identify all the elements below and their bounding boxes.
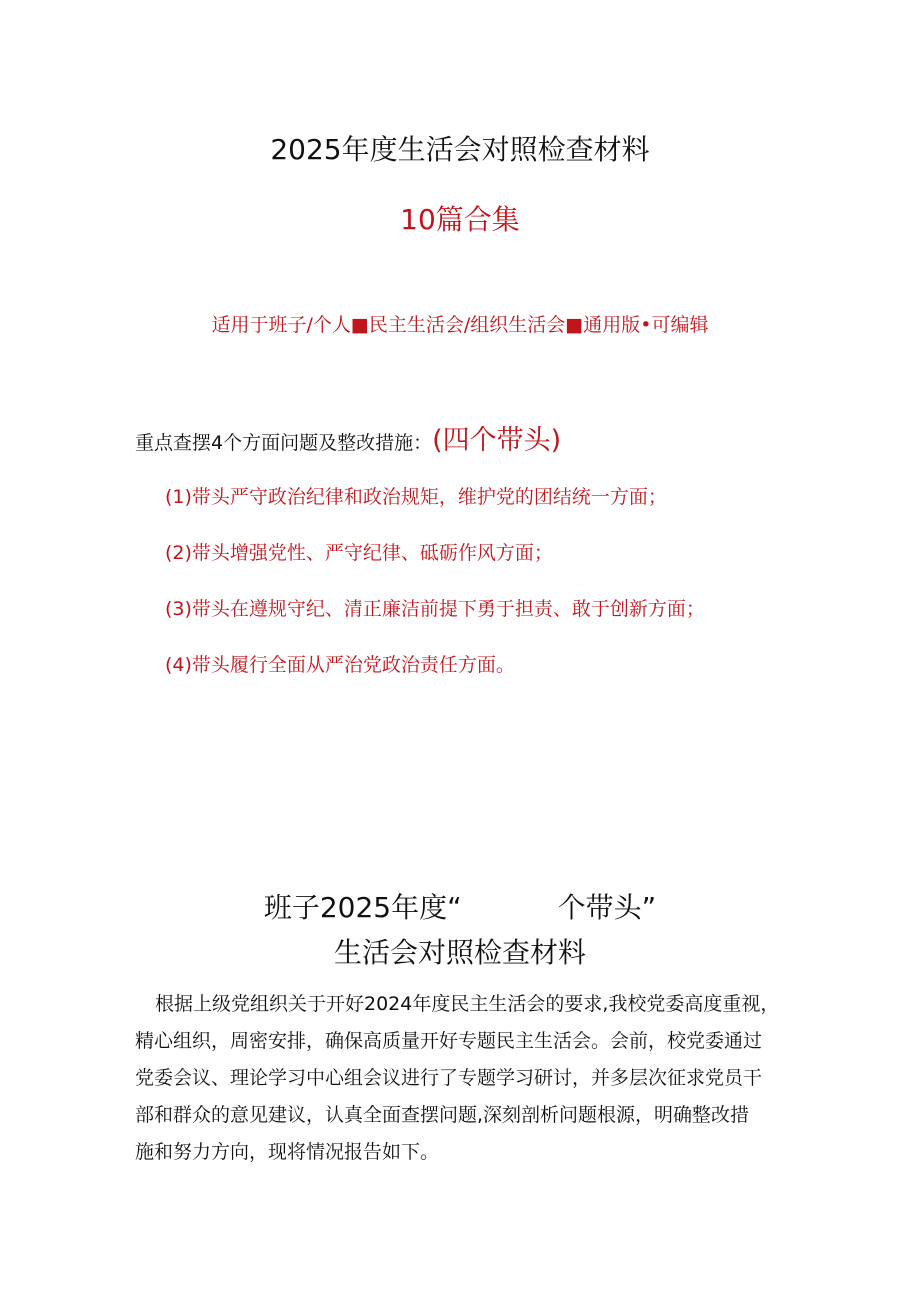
focus-item: (4)带头履行全面从严治党政治责任方面。 (165, 654, 515, 676)
section-title-right: 个带头” (557, 891, 657, 924)
paragraph-line: 根据上级党组织关于开好2024年度民主生活会的要求,我校党委高度重视， (155, 993, 780, 1015)
focus-heading (135, 418, 561, 457)
paragraph-line: 精心组织，周密安排，确保高质量开好专题民主生活会。会前，校党委通过 (135, 1030, 763, 1052)
focus-item: (2)带头增强党性、严守纪律、砥砺作风方面； (165, 542, 553, 564)
page-title: 2025年度生活会对照检查材料 (270, 133, 650, 166)
section-title-left: 班子2025年度“ (263, 891, 462, 924)
scope-note: 适用于班子/个人■民主生活会/组织生活会■通用版•可编辑 (211, 314, 709, 336)
section-title-line-1 (0, 886, 920, 926)
section-title-line-2: 生活会对照检查材料 (333, 936, 586, 969)
focus-prefix: 重点查摆4个方面问题及整改措施： (135, 432, 433, 454)
focus-item: (1)带头严守政治纪律和政治规矩，维护党的团结统一方面； (165, 486, 667, 508)
focus-item: (3)带头在遵规守纪、清正廉洁前提下勇于担责、敢于创新方面； (165, 598, 705, 620)
paragraph-line: 部和群众的意见建议，认真全面查摆问题,深刻剖析问题根源，明确整改措 (135, 1104, 750, 1126)
focus-emphasis: (四个带头) (432, 425, 562, 456)
paragraph-line: 党委会议、理论学习中心组会议进行了专题学习研讨，并多层次征求党员干 (135, 1067, 763, 1089)
page-subtitle: 10篇合集 (400, 203, 520, 236)
body-paragraph (135, 986, 795, 1171)
paragraph-line: 施和努力方向，现将情况报告如下。 (135, 1141, 440, 1163)
